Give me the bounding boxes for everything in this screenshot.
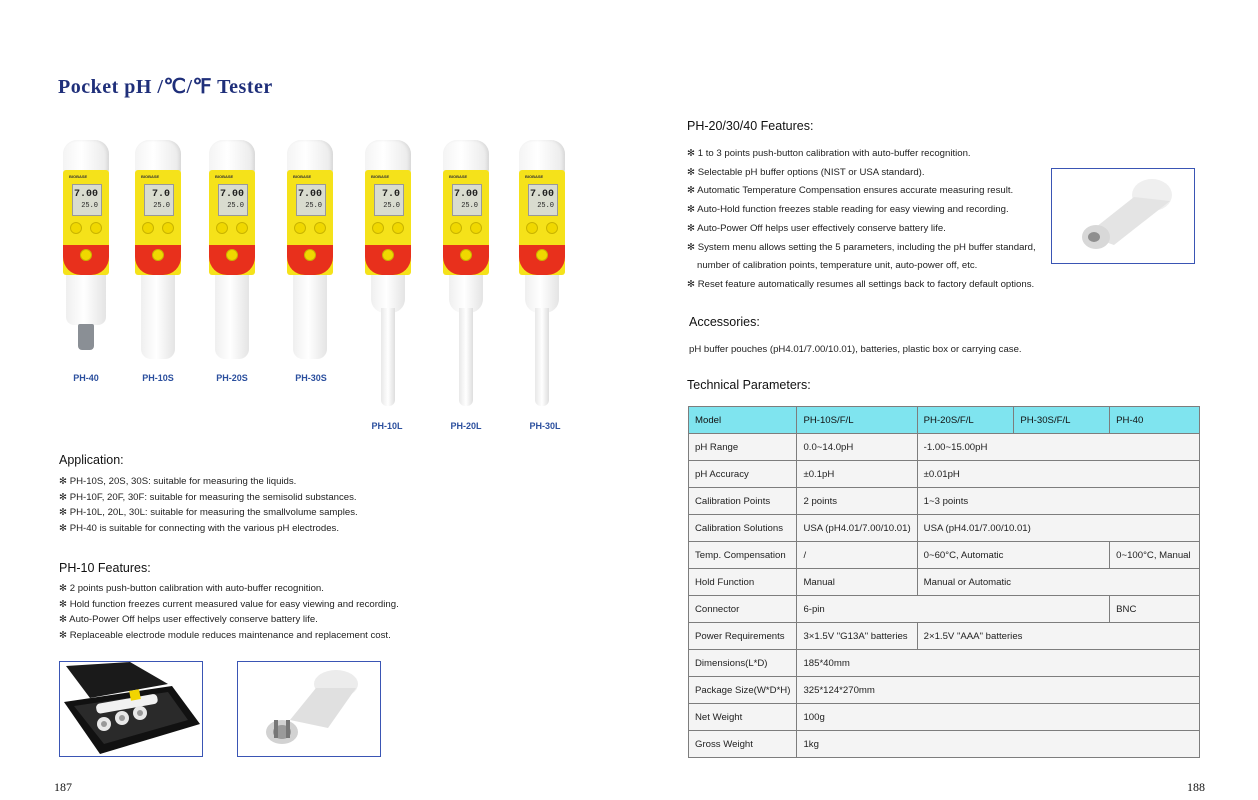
table-cell: Calibration Points: [689, 488, 797, 515]
table-row: [689, 731, 1200, 758]
table-cell: 2 points: [797, 488, 917, 515]
table-cell: Hold Function: [689, 569, 797, 596]
lcd-display: 7.00 25.0: [72, 184, 102, 216]
table-cell: ±0.01pH: [917, 461, 1199, 488]
table-cell: 185*40mm: [797, 650, 1200, 677]
sensor-module-photo: [1051, 168, 1195, 264]
technical-parameters-table: [688, 406, 1200, 758]
ph10-features-heading: PH-10 Features:: [59, 561, 151, 575]
lcd-display: 7.0 25.0: [374, 184, 404, 216]
table-cell: Manual or Automatic: [917, 569, 1199, 596]
table-cell: 0~100°C, Manual: [1110, 542, 1200, 569]
table-cell: Manual: [797, 569, 917, 596]
table-header-row: [689, 407, 1200, 434]
table-cell: Power Requirements: [689, 623, 797, 650]
bnc-electrode-connector: [78, 324, 94, 350]
features-list: [687, 145, 1036, 295]
list-item: ✻ Replaceable electrode module reduces maintenance and replacement cost.: [59, 629, 391, 641]
page-number-right: 188: [1187, 780, 1205, 794]
table-cell: 100g: [797, 704, 1200, 731]
list-item: ✻ 2 points push-button calibration with auto-buffer recognition.: [59, 583, 324, 594]
list-item: ✻ PH-10F, 20F, 30F: suitable for measuring the semisolid substances.: [59, 491, 357, 503]
lcd-display: 7.00 25.0: [528, 184, 558, 216]
page-title: Pocket pH /℃/℉ Tester: [58, 76, 273, 98]
lcd-display: 7.00 25.0: [218, 184, 248, 216]
table-cell: Calibration Solutions: [689, 515, 797, 542]
list-item: ✻ Hold function freezes current measured value for easy viewing and recording.: [59, 598, 399, 610]
list-item: ✻ Reset feature automatically resumes all settings back to factory default options.: [687, 278, 1035, 290]
list-item: ✻ Auto-Hold function freezes stable reading for easy viewing and recording.: [687, 204, 1009, 216]
carrying-case-image: [60, 662, 202, 756]
accessories-text: pH buffer pouches (pH4.01/7.00/10.01), batteries, plastic box or carrying case.: [689, 344, 1022, 355]
table-cell: 0.0~14.0pH: [797, 434, 917, 461]
table-cell: 1~3 points: [917, 488, 1199, 515]
table-cell: pH Range: [689, 434, 797, 461]
electrode-module-photo: [237, 661, 381, 757]
application-heading: Application:: [59, 453, 124, 467]
list-item: ✻ 1 to 3 points push-button calibration with auto-buffer recognition.: [687, 148, 971, 159]
product-label: PH-20L: [450, 421, 482, 431]
application-list: [59, 474, 358, 536]
lcd-display: 7.0 25.0: [144, 184, 174, 216]
table-cell: Package Size(W*D*H): [689, 677, 797, 704]
accessories-heading: Accessories:: [689, 315, 760, 329]
table-cell: Connector: [689, 596, 797, 623]
table-row: [689, 650, 1200, 677]
table-cell: 6-pin: [797, 596, 1110, 623]
product-label: PH-10S: [142, 373, 174, 383]
table-cell: 1kg: [797, 731, 1200, 758]
list-item: ✻ Auto-Power Off helps user effectively conserve battery life.: [687, 222, 946, 234]
table-cell: 325*124*270mm: [797, 677, 1200, 704]
table-cell: Net Weight: [689, 704, 797, 731]
list-item: ✻ PH-10L, 20L, 30L: suitable for measuring the smallvolume samples.: [59, 507, 358, 518]
technical-heading: Technical Parameters:: [687, 378, 811, 392]
table-cell: USA (pH4.01/7.00/10.01): [917, 515, 1199, 542]
carrying-case-photo: [59, 661, 203, 757]
table-row: [689, 488, 1200, 515]
table-cell: 0~60°C, Automatic: [917, 542, 1110, 569]
product-label: PH-10L: [371, 421, 403, 431]
list-item: ✻ Auto-Power Off helps user effectively conserve battery life.: [59, 614, 318, 625]
table-cell: 2×1.5V "AAA" batteries: [917, 623, 1199, 650]
table-row: [689, 515, 1200, 542]
table-row: [689, 677, 1200, 704]
product-label: PH-40: [73, 373, 99, 383]
table-row: [689, 434, 1200, 461]
list-item: ✻ Automatic Temperature Compensation ensures accurate measuring result.: [687, 185, 1014, 197]
table-row: [689, 596, 1200, 623]
table-cell: Gross Weight: [689, 731, 797, 758]
table-cell: BNC: [1110, 596, 1200, 623]
table-header-cell: PH-40: [1110, 407, 1200, 434]
product-label: PH-30L: [529, 421, 561, 431]
table-row: [689, 461, 1200, 488]
table-cell: Dimensions(L*D): [689, 650, 797, 677]
list-item: ✻ System menu allows setting the 5 parameters, including the pH buffer standard,: [687, 241, 1036, 253]
table-cell: Temp. Compensation: [689, 542, 797, 569]
table-row: [689, 569, 1200, 596]
product-label: PH-30S: [295, 373, 327, 383]
list-item: number of calibration points, temperature unit, auto-power off, etc.: [697, 260, 978, 272]
lcd-display: 7.00 25.0: [296, 184, 326, 216]
table-row: [689, 542, 1200, 569]
list-item: ✻ PH-10S, 20S, 30S: suitable for measuring the liquids.: [59, 476, 297, 487]
table-cell: ±0.1pH: [797, 461, 917, 488]
lcd-display: 7.00 25.0: [452, 184, 482, 216]
sensor-module-image: [1052, 169, 1194, 263]
ph10-features-list: [59, 581, 399, 643]
list-item: ✻ Selectable pH buffer options (NIST or USA standard).: [687, 166, 925, 178]
table-row: [689, 623, 1200, 650]
table-header-cell: PH-10S/F/L: [797, 407, 917, 434]
features-heading: PH-20/30/40 Features:: [687, 119, 814, 133]
table-cell: 3×1.5V "G13A" batteries: [797, 623, 917, 650]
table-cell: pH Accuracy: [689, 461, 797, 488]
table-row: [689, 704, 1200, 731]
table-cell: USA (pH4.01/7.00/10.01): [797, 515, 917, 542]
table-cell: -1.00~15.00pH: [917, 434, 1199, 461]
page-number-left: 187: [54, 780, 72, 794]
table-header-cell: Model: [689, 407, 797, 434]
product-label: PH-20S: [216, 373, 248, 383]
table-header-cell: PH-20S/F/L: [917, 407, 1014, 434]
list-item: ✻ PH-40 is suitable for connecting with the various pH electrodes.: [59, 522, 339, 534]
table-header-cell: PH-30S/F/L: [1014, 407, 1110, 434]
table-cell: /: [797, 542, 917, 569]
electrode-module-image: [238, 662, 380, 756]
